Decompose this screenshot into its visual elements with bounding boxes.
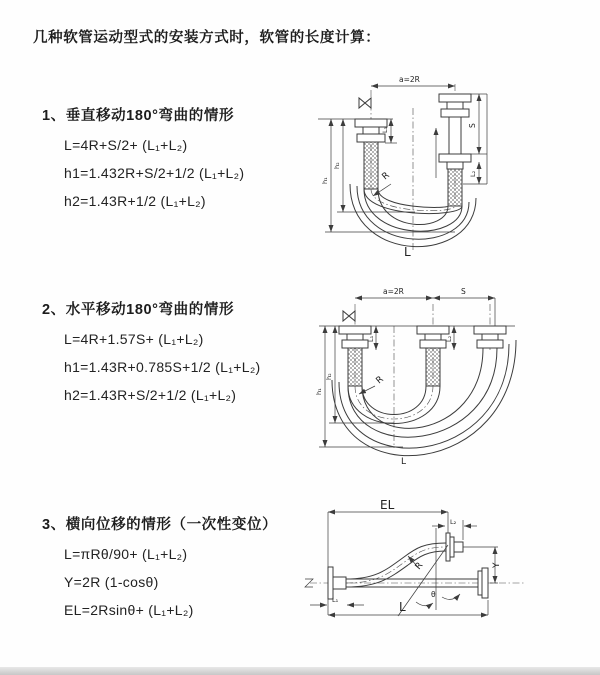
- section-1-heading: 1、垂直移动180°弯曲的情形: [42, 108, 235, 124]
- dimension-label-span: a=2R: [383, 287, 404, 296]
- dimension-label-theta: θ: [431, 590, 436, 599]
- braided-hose-section: [426, 348, 440, 386]
- dimension-label-s: S: [468, 123, 477, 128]
- formula-h2: h2=1.43R+S/2+1/2 (L₁+L₂): [64, 387, 237, 403]
- formula-y: Y=2R (1-cosθ): [64, 574, 159, 590]
- valve-icon: [359, 98, 371, 108]
- valve-icon: [343, 311, 355, 321]
- dim-s-l2: [463, 94, 487, 184]
- diagram-horizontal-180-bend: [303, 280, 600, 470]
- braided-hose-section: [448, 169, 462, 206]
- dimension-label-el: EL: [380, 498, 395, 512]
- dimension-label-h1: h₁: [315, 388, 323, 395]
- dimension-label-l2: L₂: [445, 335, 453, 342]
- section-1-formulas: [64, 138, 244, 209]
- dim-span-s: [355, 287, 495, 326]
- diagram-vertical-180-bend: [303, 66, 590, 262]
- dimension-label-h2: h₂: [333, 162, 341, 169]
- dimension-label-l1: L₁: [381, 126, 389, 133]
- section-2-formulas: [64, 332, 261, 403]
- dimension-label-span: a=2R: [399, 75, 420, 84]
- formula-el: EL=2Rsinθ+ (L₁+L₂): [64, 602, 194, 618]
- formula-l: L=4R+1.57S+ (L₁+L₂): [64, 331, 204, 347]
- diagram-lateral-displacement: [298, 498, 600, 656]
- section-3-text: [42, 513, 277, 631]
- left-pipe-assembly: [339, 326, 371, 386]
- dimension-label-h1: h₁: [321, 177, 329, 184]
- section-2-heading: 2、水平移动180°弯曲的情形: [42, 302, 235, 318]
- dimension-label-s: S: [461, 287, 466, 296]
- dimension-label-radius: R: [380, 170, 392, 183]
- braided-hose-section: [364, 142, 378, 189]
- dimension-label-l2: L₂: [469, 170, 477, 177]
- dimension-label-l2: L₂: [450, 518, 457, 526]
- section-2-text: [42, 298, 261, 416]
- dimension-label-length: L: [399, 600, 406, 614]
- dim-l1: [310, 596, 364, 605]
- formula-l: L=πRθ/90+ (L₁+L₂): [64, 546, 188, 562]
- right-pipe-assembly: [474, 326, 506, 348]
- section-3-heading: 3、横向位移的情形（一次性变位）: [42, 517, 278, 533]
- dimension-label-radius: R: [413, 560, 426, 572]
- formula-l: L=4R+S/2+ (L₁+L₂): [64, 137, 188, 153]
- page-title: 几种软管运动型式的安装方式时，软管的长度计算：: [33, 30, 381, 46]
- dimension-label-length: L: [401, 457, 407, 467]
- dimension-label-length: L: [404, 245, 411, 259]
- dimension-label-radius: R: [374, 374, 386, 387]
- formula-h2: h2=1.43R+1/2 (L₁+L₂): [64, 193, 206, 209]
- dimension-label-l1: L₁: [367, 335, 375, 342]
- dimension-label-y: Y: [492, 562, 502, 568]
- dim-el: [328, 498, 448, 567]
- dimension-label-l1: L₁: [332, 596, 339, 604]
- section-3-formulas: [64, 547, 277, 618]
- dim-radius: [359, 375, 386, 394]
- page-bottom-edge: [0, 667, 600, 675]
- formula-h1: h1=1.432R+S/2+1/2 (L₁+L₂): [64, 165, 245, 181]
- dimension-label-h2: h₂: [325, 373, 333, 380]
- section-1-text: [42, 104, 244, 222]
- right-pipe-assembly: [439, 94, 471, 206]
- formula-h1: h1=1.43R+0.785S+1/2 (L₁+L₂): [64, 359, 261, 375]
- braided-hose-section: [348, 348, 362, 386]
- middle-pipe-assembly: [417, 326, 449, 386]
- left-flange-assembly: [328, 567, 346, 599]
- dim-span: [371, 75, 455, 86]
